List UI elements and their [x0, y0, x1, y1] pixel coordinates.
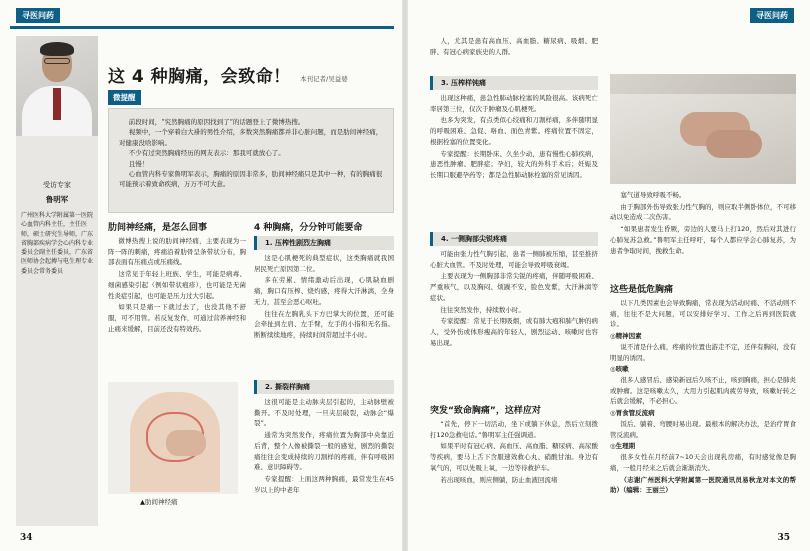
- body-paragraph: 专家提醒：长期卧床、久坐少动，患有慢性心肺疾病，患恶性肿瘤、肥胖症；孕妇，较大的外科手术后；妊娠及长期口服避孕药等；都是急性肺动脉栓塞的常见诱因。: [430, 149, 598, 180]
- section-heading-low-risk: 这些是低危胸痛: [610, 285, 674, 295]
- expert-photo: [16, 36, 98, 136]
- body-paragraph: 很多女性在月经前7~10天会出现乳房痛，有时感觉像是胸痛，一般月经来之后就会渐渐消失。: [610, 453, 796, 472]
- article-credit: （志谢广州医科大学附属第一医院通讯员易秋龙对本文的帮助）（编辑：王丽兰）: [610, 475, 796, 495]
- body-paragraph: 主要表现为一侧胸部非常尖锐的疼痛，伴随呼吸困难、严重咳气，以及胸闷、烦躁不安，脸色发紫，大汗淋漓等症状。: [430, 272, 598, 302]
- neuralgia-figure: [108, 382, 238, 494]
- tip-paragraph: 视频中，一个穿着白大褂的男性介绍，多数突然胸痛都并非心脏问题，而是肋间神经痛，对健康没啥影响。: [119, 128, 383, 147]
- header-rule-right: [10, 26, 390, 29]
- body-paragraph: 可能由张力性气胸引起，患者一侧肺被压缩，甚至推挤心脏大血管。不及时处理，可能会导致呼吸衰竭。: [430, 250, 598, 269]
- sharp-pain-text: [430, 249, 598, 349]
- neuralgia-text: [108, 236, 246, 335]
- tip-paragraph: 前段时间，“究然胸痛的原因找到了”的话题登上了微博热搜。: [128, 118, 305, 126]
- body-paragraph: 饭后、躺着、弯腰时易出现。最根本的解决办法，是治疗胃食管反流病。: [610, 419, 796, 439]
- body-paragraph: 以下几类因素也会导致胸痛，常表现为活动时痛、不活动则不痛，往往不是大问题，可以安排好学习、工作之后再到医院就诊。: [610, 299, 796, 329]
- body-paragraph: 这常见于年轻上班族、学生，可能是病毒、细菌感染引起（例如带状疱疹），也可能是无菌性炎症引起，也可能是压力过大引起。: [108, 270, 246, 300]
- tip-label: 微提醒: [108, 90, 141, 105]
- body-paragraph: 人，尤其是患有高血压、高血脂、糖尿病、吸烟、肥胖、有冠心病家族史的人群。: [430, 37, 598, 56]
- body-paragraph: 由于胸部外伤导致张力性气胸的，则应取半侧卧体位，不可移动以免造成二次伤害。: [610, 202, 796, 222]
- body-paragraph: 很多人感冒后、感染新冠后久咳不止，咳到胸痛，担心是肺炎或肿瘤。这是咳嗽太久，大用力引起肌肉疲劳导致，咳嗽好转之后就会缓解，不必担心。: [610, 376, 796, 406]
- item-label-mental: ◎精神因素: [610, 332, 642, 341]
- subhead-dull-pain: 3. 压榨样钝痛: [430, 76, 598, 90]
- risk-group-text: [430, 36, 598, 58]
- body-paragraph: 往往在左胸乳头下方巴掌大的位置，还可能会牵扯到左肩、左手臂，左手的小指和无名指。断断续续地疼，持续时间常超过半小时。: [254, 309, 394, 340]
- body-paragraph: 如果平时有冠心病、高血压、高血脂、糖尿病、高尿酸等疾病，要马上舌下含服速效救心丸、硝酸甘油。身边有氧气的，可以先吸上氧，一边等待救护车。: [430, 442, 598, 472]
- page-number-right: 35: [777, 533, 790, 543]
- item-label-reflux: ◎胃食管反流病: [610, 409, 655, 418]
- tip-box: [108, 108, 394, 213]
- tip-paragraph: 心血管内科专家鲁明军表示，胸痛的原因非常多，肋间神经痛只是其中一种，有的胸痛很可能预示着致命疾病，万万不可大意。: [119, 169, 383, 189]
- body-paragraph: 专家提醒：上面这两种胸痛，最常发生在45岁以上的中老年: [254, 475, 394, 494]
- response-text-continued: [610, 190, 796, 257]
- subhead-crushing-pain: 1. 压榨性剧烈左胸痛: [254, 236, 394, 250]
- section-heading-deadly-pain: 4 种胸痛，分分钟可能要命: [254, 223, 363, 233]
- crushing-pain-text: [254, 253, 394, 342]
- body-paragraph: 塞气道导致呼吸不畅。: [620, 191, 686, 199]
- expert-name: 鲁明军: [45, 195, 69, 204]
- body-paragraph: 说不清是什么痛，疼痛的位置也游走不定，还伴有胸闷，没有明显的诱因。: [610, 342, 796, 362]
- body-paragraph: 若出现咳血，则应侧躺，防止血液回流堵: [440, 475, 558, 484]
- section-tag-left: 寻医问药: [16, 8, 60, 23]
- low-risk-text: [610, 298, 796, 497]
- article-title: 这 4 种胸痛，会致命！: [108, 67, 291, 87]
- item-label-menstrual: ◎生理期: [610, 442, 636, 451]
- tip-paragraph: 且慢！: [128, 159, 149, 168]
- body-paragraph: 专家提醒：常见于长期吸烟，或有肺大疱和肺气肿的病人，受外伤或体形瘦高的年轻人，剧烈运动、咳嗽时也容易出现。: [430, 317, 598, 347]
- figure-caption: ▲肋间神经痛: [140, 498, 178, 506]
- body-paragraph: 微博热搜上说的肋间神经痛，主要表现为一阵一阵的刺痛，疼痛沿着肋骨呈条带状分布，胸部表面有压痛点或压痛线。: [108, 237, 246, 267]
- subhead-sharp-pain: 4. 一侧胸部尖锐疼痛: [430, 232, 598, 246]
- chest-pain-photo: [610, 74, 796, 184]
- page-number-left: 34: [20, 533, 33, 543]
- body-paragraph: 出现这种痛，患急性肺动脉栓塞的风险很高。该病死亡率居第三位，仅次于肿瘤及心肌梗死。: [430, 94, 598, 113]
- body-paragraph: 这很可能是主动脉夹层引起的，主动脉壁被撕开。不及时处理，一旦夹层破裂，动脉会“爆裂”。: [254, 398, 394, 428]
- body-paragraph: 多在劳累、情绪激动后出现，心肌缺血剧痛，胸口有压榨、烧灼感，疼得大汗淋漓，全身无力，甚至会恶心呕吐。: [254, 276, 394, 306]
- page-gutter: [402, 0, 408, 551]
- body-paragraph: 这是心肌梗死的典型症状，这类胸痛就我国居民死亡原因第二位。: [254, 254, 394, 273]
- body-paragraph: “首先，停下一切活动，坐下或躺下休息，然后立刻拨打120急救电话。”鲁明军主任强调道。: [430, 420, 598, 439]
- item-label-cough: ◎咳嗽: [610, 365, 629, 374]
- expert-sidebar: [16, 36, 98, 526]
- body-paragraph: 通常为突然发作，疼痛位置为胸部中央靠近后背，整个人像被撕裂一般的感觉，剧烈的撕裂痛往往会变成持续的刀割样的疼痛，伴有呼吸困难、意识障碍等。: [254, 431, 394, 472]
- section-heading-neuralgia: 肋间神经痛，是怎么回事: [108, 223, 208, 233]
- tip-paragraph: 不少有过突然胸痛经历的网友表示：那我可就放心了。: [128, 149, 285, 158]
- section-tag-right: 寻医问药: [750, 8, 794, 23]
- dull-pain-text: [430, 93, 598, 182]
- expert-bio: 广州医科大学附属第一医院心血管内科主任，主任医师，硕士研究生导师，广东省胸部疾病学会心内科专业委员会副主任委员，广东省医师协会起搏与电生理专业委员会常务委员: [21, 212, 94, 275]
- body-paragraph: 如果只是痛一下就过去了，也没其他不舒服，可不用管。若反复发作，可通过营养神经和止痛来缓解，目前还没有特效药。: [108, 303, 246, 333]
- tearing-pain-text: [254, 397, 394, 496]
- article-byline: 本刊记者/吴益婆: [300, 75, 348, 83]
- section-heading-response: 突发“致命胸痛”，这样应对: [430, 406, 541, 416]
- body-paragraph: “如果患者发生昏厥，旁边的人要马上打120，然后对其进行心肺复苏急救。”鲁明军主任呼吁，每个人都应学会心肺复苏，为患者争取时间，挽救生命。: [610, 225, 796, 255]
- body-paragraph: 往往突然发作，持续数小时。: [440, 305, 525, 314]
- response-text: [430, 419, 598, 486]
- subhead-tearing-pain: 2. 撕裂样胸痛: [254, 380, 394, 394]
- expert-label: 受访专家: [43, 181, 71, 189]
- body-paragraph: 也多为突发，有点类似心绞痛和刀割样痛，多伴随明显的呼吸困难、急促、咯血、面色青紫。疼痛位置不固定，根据栓塞的位置变化。: [430, 116, 598, 146]
